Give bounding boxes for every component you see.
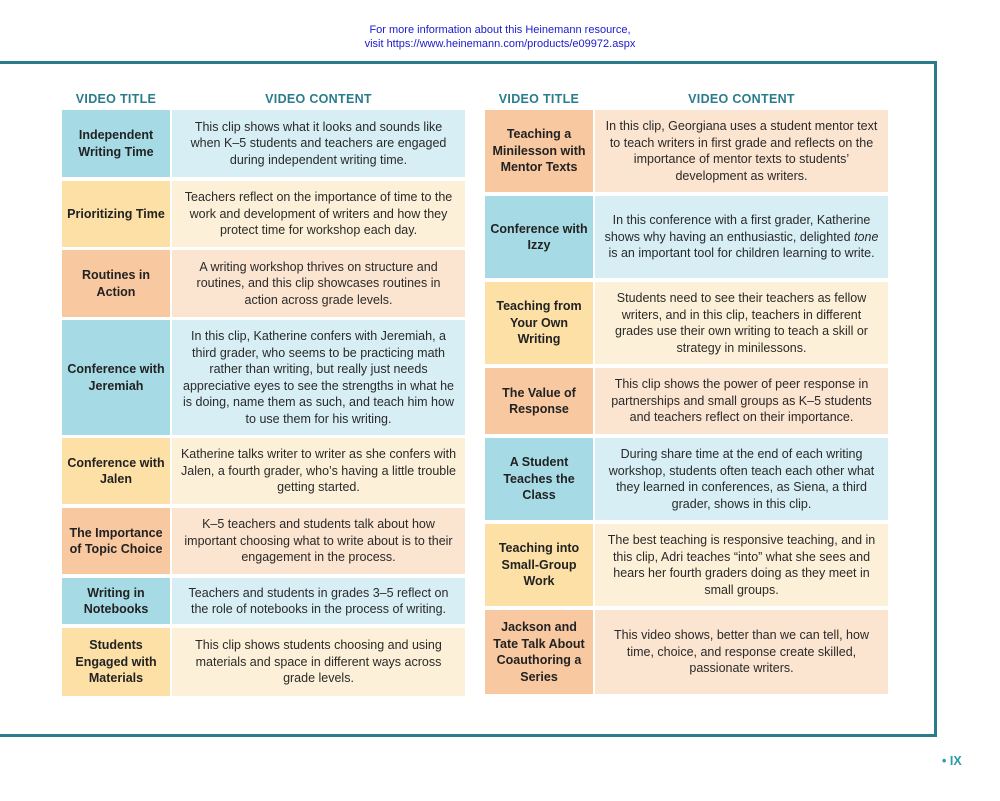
table-row [62, 508, 465, 574]
table-row [62, 181, 465, 247]
page-number: • IX [942, 754, 962, 768]
table-row [485, 610, 888, 694]
video-title[interactable]: Routines in Action [62, 250, 170, 317]
video-content [595, 196, 888, 278]
video-content: K–5 teachers and students talk about how important choosing what to write about is to their engagement in the process. [172, 508, 465, 574]
notice-line-1: For more information about this Heinemann resource, [369, 24, 631, 36]
video-content: Students need to see their teachers as fellow writers, and in this clip, teachers in different grades use their own writing to teach a skill or strategy in minilessons. [595, 282, 888, 364]
video-title[interactable]: Conference with Jalen [62, 438, 170, 504]
video-content-header: VIDEO CONTENT [265, 92, 372, 106]
video-title[interactable]: Conference with Izzy [485, 196, 593, 278]
video-title[interactable]: The Importance of Topic Choice [62, 508, 170, 574]
video-title[interactable]: Conference with Jeremiah [62, 320, 170, 435]
emphasis-text: tone [854, 229, 879, 244]
table-row [62, 628, 465, 696]
table-row [62, 320, 465, 435]
video-content: In this clip, Georgiana uses a student mentor text to teach writers in first grade and reflects on the importance of mentor texts to students’ development as writers. [595, 110, 888, 192]
video-content: Teachers reflect on the importance of time to the work and development of writers and how they protect time for workshop each day. [172, 181, 465, 247]
table-row [62, 578, 465, 624]
video-title[interactable]: Prioritizing Time [62, 181, 170, 247]
table-row [485, 282, 888, 364]
video-content: In this clip, Katherine confers with Jeremiah, a third grader, who seems to be practicing math rather than writing, but really just needs appreciative eyes to see the strengths in what he is doing, name them as such, and teach him how to use them for his writing. [172, 320, 465, 435]
video-content: Katherine talks writer to writer as she confers with Jalen, a fourth grader, who’s having a little trouble getting started. [172, 438, 465, 504]
video-title[interactable]: A Student Teaches the Class [485, 438, 593, 520]
video-title[interactable]: Students Engaged with Materials [62, 628, 170, 696]
content-text: In this conference with a first grader, Katherine shows why having an enthusiastic, delighted [604, 213, 871, 244]
table-row [485, 438, 888, 520]
notice-link[interactable]: visit https://www.heinemann.com/products/e09972.aspx [364, 38, 636, 50]
video-content: This video shows, better than we can tell, how time, choice, and response create skilled, passionate writers. [595, 610, 888, 694]
video-content: The best teaching is responsive teaching, and in this clip, Adri teaches “into” what she sees and hears her fourth graders doing as they meet in small groups. [595, 524, 888, 606]
video-title[interactable]: Teaching from Your Own Writing [485, 282, 593, 364]
video-content-header: VIDEO CONTENT [688, 92, 795, 106]
table-row [62, 250, 465, 317]
video-content: This clip shows what it looks and sounds like when K–5 students and teachers are engaged during independent writing time. [172, 110, 465, 177]
video-title[interactable]: Independent Writing Time [62, 110, 170, 177]
video-title-header: VIDEO TITLE [75, 92, 157, 106]
video-content: This clip shows students choosing and using materials and space in different ways across grade levels. [172, 628, 465, 696]
video-title[interactable]: The Value of Response [485, 368, 593, 434]
video-content: Teachers and students in grades 3–5 reflect on the role of notebooks in the process of writing. [172, 578, 465, 624]
content-text: is an important tool for children learning to write. [608, 246, 875, 261]
table-row [62, 110, 465, 177]
video-title[interactable]: Writing in Notebooks [62, 578, 170, 624]
video-content: A writing workshop thrives on structure and routines, and this clip showcases routines in action across grade levels. [172, 250, 465, 317]
resource-notice [0, 23, 1000, 51]
video-title[interactable]: Jackson and Tate Talk About Coauthoring a Series [485, 610, 593, 694]
video-content: During share time at the end of each writing workshop, students often teach each other what they learned in conferences, as Siena, a third grader, shows in this clip. [595, 438, 888, 520]
table-row [485, 524, 888, 606]
video-title-header: VIDEO TITLE [498, 92, 580, 106]
table-row [485, 110, 888, 192]
video-content: This clip shows the power of peer response in partnerships and small groups as K–5 students and teachers reflect on their importance. [595, 368, 888, 434]
video-title[interactable]: Teaching into Small-Group Work [485, 524, 593, 606]
table-row [62, 438, 465, 504]
table-row [485, 196, 888, 278]
video-title[interactable]: Teaching a Minilesson with Mentor Texts [485, 110, 593, 192]
table-row [485, 368, 888, 434]
